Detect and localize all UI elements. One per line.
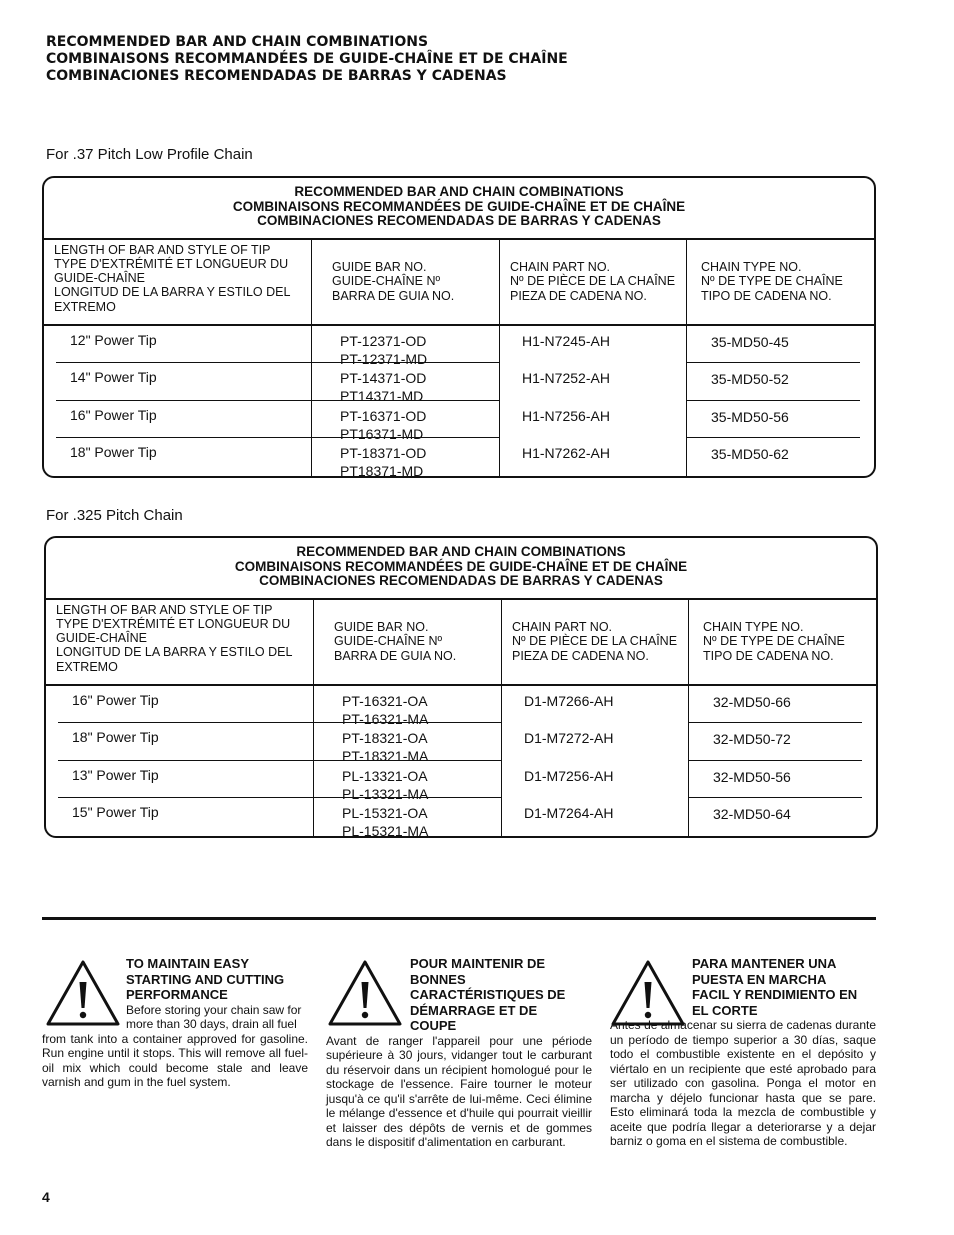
header-bar-line: GUIDE BAR NO. — [332, 260, 427, 275]
warning-heading-line: PARA MANTENER UNA — [692, 956, 837, 971]
warning-fr-text: Avant de ranger l'appareil pour une période supérieure à 30 jours, vidanger tout le carburant du réservoir dans un récipient homologué pour le stockage de l'essence. Faire tourner le moteur jusqu'à ce qu'il s'arrête de lui-même. Ceci élimine le mélange d'essence et d'huile qui pourrait vieillir et laisser des dépôts de vernis et de gommes dans le dispositif d'alimentation en carburant. — [326, 1033, 592, 1149]
header-type-line: TIPO DE CADENA NO. — [701, 288, 832, 303]
table1-title-fr: COMBINAISONS RECOMMANDÉES DE GUIDE-CHAÎNE ET DE CHAÎNE — [232, 198, 686, 214]
header-guide-bar — [311, 240, 499, 324]
page-number: 4 — [42, 1189, 50, 1205]
warning-es-heading — [692, 956, 876, 1018]
bar-number: PT-12371-OD — [340, 332, 427, 349]
header-chain-part — [499, 240, 686, 324]
header-length-line: LENGTH OF BAR AND STYLE OF TIP — [54, 242, 271, 257]
warning-heading-line: TO MAINTAIN EASY — [126, 956, 250, 971]
table-cell-part: H1-N7252-AH — [522, 370, 610, 386]
table1-bar-column — [311, 326, 499, 476]
table2 — [44, 536, 878, 838]
warning-heading-line: COUPE — [410, 1018, 457, 1033]
bar-number: PL-15321-MA — [342, 823, 429, 838]
header-part-line: Nº DE PIÈCE DE LA CHAÎNE — [512, 634, 678, 649]
bar-number: PT-16321-OA — [342, 692, 428, 709]
table1-title-en: RECOMMENDED BAR AND CHAIN COMBINATIONS — [294, 184, 624, 199]
header-chain-type — [688, 600, 876, 684]
header-chain-type — [686, 240, 874, 324]
warning-heading-line: FACIL Y RENDIMIENTO EN — [692, 987, 858, 1002]
table1-label: For .37 Pitch Low Profile Chain — [46, 146, 253, 163]
header-length-line: GUIDE-CHAÎNE — [56, 631, 147, 646]
warning-en-text: from tank into a container approved for gasoline. Run engine until it stops. This will remove all fuel-oil mix which could become stale and leave varnish and gum in the fuel system. — [42, 1031, 308, 1089]
table-cell-part: D1-M7256-AH — [524, 767, 614, 784]
table-cell-length: 13" Power Tip — [58, 761, 313, 799]
page-heading — [46, 34, 568, 85]
table2-type-column — [688, 686, 876, 836]
table-cell-type: 32-MD50-64 — [713, 806, 791, 822]
header-type-line: CHAIN TYPE NO. — [701, 260, 802, 275]
header-length-line: TYPE D'EXTRÉMITÉ ET LONGUEUR DU — [56, 616, 291, 631]
header-part-line: CHAIN PART NO. — [510, 260, 611, 275]
table-cell-part: H1-N7262-AH — [522, 445, 610, 461]
table2-title-en: RECOMMENDED BAR AND CHAIN COMBINATIONS — [296, 544, 626, 559]
page-heading-fr: COMBINAISONS RECOMMANDÉES DE GUIDE-CHAÎNE ET DE CHAÎNE — [46, 51, 568, 67]
bar-number: PT14371-MD — [340, 388, 424, 404]
table2-part-column — [501, 686, 688, 836]
warning-en-text-line: more than 30 days, drain all fuel — [126, 1017, 297, 1031]
table2-title — [46, 538, 876, 600]
table2-title-es: COMBINACIONES RECOMENDADAS DE BARRAS Y CADENAS — [259, 573, 663, 588]
table-cell-length: 14" Power Tip — [56, 363, 311, 401]
header-length-line: LONGITUD DE LA BARRA Y ESTILO DEL — [56, 645, 293, 660]
table-cell-part: D1-M7266-AH — [524, 692, 614, 709]
table-cell-bars — [314, 686, 501, 727]
header-part-line: Nº DE PIÈCE DE LA CHAÎNE — [510, 274, 676, 289]
table1 — [42, 176, 876, 478]
header-bar-line: GUIDE-CHAÎNE Nº — [332, 274, 441, 289]
warning-en-heading — [126, 956, 308, 1032]
table1-header-row — [44, 240, 874, 326]
table-cell-length: 15" Power Tip — [72, 804, 159, 820]
table1-type-column — [686, 326, 874, 476]
bar-number: PL-13321-OA — [342, 767, 428, 784]
warning-heading-line: PUESTA EN MARCHA — [692, 971, 827, 987]
table-cell-length: 16" Power Tip — [58, 686, 313, 724]
table2-title-fr: COMBINAISONS RECOMMANDÉES DE GUIDE-CHAÎNE ET DE CHAÎNE — [234, 558, 688, 574]
table-cell-length: 12" Power Tip — [56, 326, 311, 364]
warning-fr-heading — [410, 956, 592, 1034]
header-type-line: CHAIN TYPE NO. — [703, 620, 804, 635]
header-bar-line: GUIDE BAR NO. — [334, 620, 429, 635]
warning-heading-line: PERFORMANCE — [126, 987, 228, 1002]
header-length-line: GUIDE-CHAÎNE — [54, 271, 145, 286]
table-cell-type: 35-MD50-45 — [687, 326, 860, 364]
header-part-line: PIEZA DE CADENA NO. — [510, 288, 647, 303]
bar-number: PT-12371-MD — [340, 350, 428, 367]
table2-body — [46, 686, 876, 836]
warning-es — [610, 956, 876, 1149]
warning-heading-line: POUR MAINTENIR DE — [410, 956, 546, 971]
header-length — [46, 600, 313, 684]
bar-number: PT18371-MD — [340, 463, 424, 478]
warning-en — [42, 956, 308, 1090]
header-type-line: Nº DE TYPE DE CHAÎNE — [701, 274, 843, 289]
warning-fr — [326, 956, 592, 1150]
table-cell-type: 35-MD50-52 — [687, 363, 860, 401]
table-cell-bars — [312, 326, 499, 367]
table-cell-length: 18" Power Tip — [70, 444, 157, 460]
table-cell-type: 35-MD50-56 — [687, 401, 860, 439]
warning-heading-line: EL CORTE — [692, 1002, 758, 1018]
header-chain-part — [501, 600, 688, 684]
table-cell-bars — [312, 363, 499, 404]
table-cell-length: 16" Power Tip — [56, 401, 311, 439]
header-length-line: LONGITUD DE LA BARRA Y ESTILO DEL — [54, 285, 291, 300]
table1-part-column — [499, 326, 686, 476]
header-length-line: EXTREMO — [54, 299, 116, 314]
header-guide-bar — [313, 600, 501, 684]
table-cell-type: 35-MD50-62 — [711, 446, 789, 462]
table-cell-length: 18" Power Tip — [58, 723, 313, 761]
bar-number: PL-13321-MA — [342, 785, 429, 802]
table-cell-bars — [314, 761, 501, 802]
bar-number: PT-14371-OD — [340, 370, 427, 386]
bar-number: PT-18371-OD — [340, 445, 427, 461]
table-cell-type: 32-MD50-56 — [689, 761, 862, 799]
bar-number: PT-16371-OD — [340, 407, 427, 424]
header-length — [44, 240, 311, 324]
page-heading-en: RECOMMENDED BAR AND CHAIN COMBINATIONS — [46, 34, 429, 50]
warning-heading-line: BONNES — [410, 971, 466, 987]
table2-header-row — [46, 600, 876, 686]
header-bar-line: GUIDE-CHAÎNE Nº — [334, 634, 443, 649]
table1-title-es: COMBINACIONES RECOMENDADAS DE BARRAS Y CADENAS — [257, 213, 661, 228]
header-length-line: TYPE D'EXTRÉMITÉ ET LONGUEUR DU — [54, 256, 289, 271]
warning-en-text-line: Before storing your chain saw for — [126, 1002, 302, 1017]
header-length-line: LENGTH OF BAR AND STYLE OF TIP — [56, 602, 273, 617]
header-bar-line: BARRA DE GUIA NO. — [334, 648, 457, 663]
table-cell-type: 32-MD50-72 — [689, 723, 862, 761]
header-length-line: EXTREMO — [56, 659, 118, 674]
table-cell-part: H1-N7245-AH — [522, 332, 610, 349]
bar-number: PT-18321-MA — [342, 748, 429, 764]
bar-number: PT16371-MD — [340, 425, 424, 442]
table-cell-part: D1-M7272-AH — [524, 730, 614, 746]
bar-number: PT-16321-MA — [342, 710, 429, 727]
table2-length-column — [46, 686, 313, 836]
table-cell-type: 32-MD50-66 — [689, 686, 862, 724]
table-cell-part: H1-N7256-AH — [522, 407, 610, 424]
warning-es-text: Antes de almacenar su sierra de cadenas durante un período de tiempo superior a 30 días, saque todo el combustible existente en el depósito y viértalo en un recipiente que esté aprobado para ser utilizado con gasolina. Ponga el motor en marcha y déjelo funcionar hasta que se pare. Esto eliminará toda la mezcla de combustible y aceite que podría llegar a deteriorarse y a dejar barniz o goma en el sistema de combustible. — [610, 1018, 876, 1148]
table-cell-bars — [312, 401, 499, 442]
bar-number: PT-18321-OA — [342, 730, 428, 746]
warning-heading-line: CARACTÉRISTIQUES DE — [410, 987, 566, 1002]
header-bar-line: BARRA DE GUIA NO. — [332, 288, 455, 303]
table2-label: For .325 Pitch Chain — [46, 507, 183, 524]
table2-bar-column — [313, 686, 501, 836]
table-cell-bars — [312, 438, 499, 476]
header-part-line: CHAIN PART NO. — [512, 620, 613, 635]
table1-title — [44, 178, 874, 240]
header-type-line: Nº DE TYPE DE CHAÎNE — [703, 634, 845, 649]
table-cell-bars — [314, 798, 501, 836]
section-divider — [42, 917, 876, 920]
table1-length-column — [44, 326, 311, 476]
header-part-line: PIEZA DE CADENA NO. — [512, 648, 649, 663]
warning-heading-line: STARTING AND CUTTING — [126, 971, 285, 987]
table-cell-bars — [314, 723, 501, 764]
bar-number: PL-15321-OA — [342, 805, 428, 821]
table1-body — [44, 326, 874, 476]
warning-heading-line: DÉMARRAGE ET DE — [410, 1002, 538, 1018]
header-type-line: TIPO DE CADENA NO. — [703, 648, 834, 663]
table-cell-part: D1-M7264-AH — [524, 805, 614, 821]
page-heading-es: COMBINACIONES RECOMENDADAS DE BARRAS Y CADENAS — [46, 68, 507, 84]
